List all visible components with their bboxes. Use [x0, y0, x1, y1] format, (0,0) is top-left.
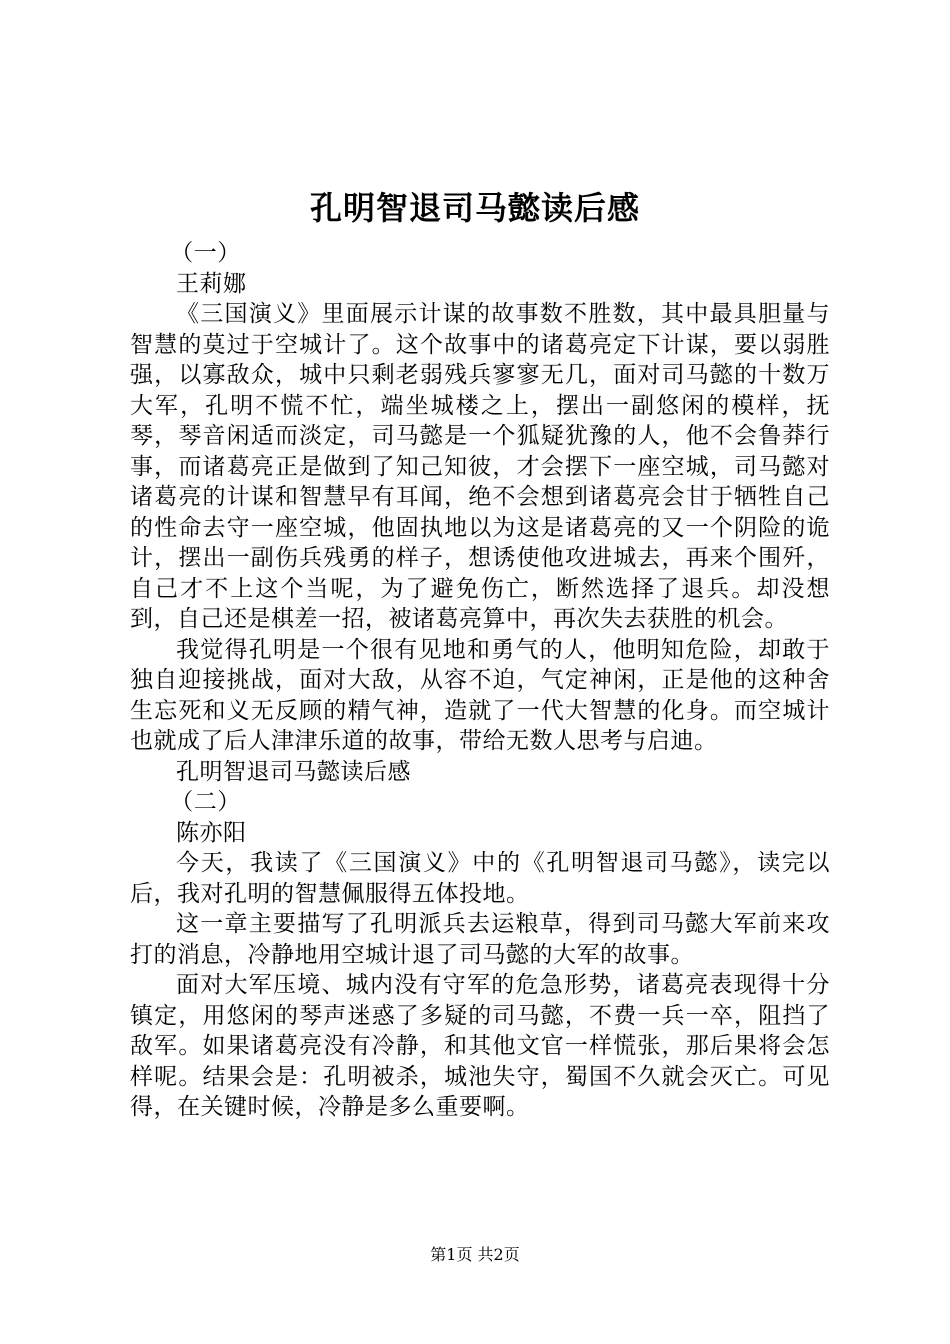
paragraph: 我觉得孔明是一个很有见地和勇气的人，他明知危险，却敢于独自迎接挑战，面对大敌，从容不迫，气定神闲，正是他的这种舍生忘死和义无反顾的精气神，造就了一代大智慧的化身。而空城计也就成了后人津津乐道的故事，带给无数人思考与启迪。	[130, 636, 830, 754]
section-number: （二）	[170, 789, 241, 815]
section-number: （一）	[170, 240, 241, 266]
author-name: 王莉娜	[176, 270, 247, 297]
document-body	[130, 238, 830, 1123]
paragraph: 这一章主要描写了孔明派兵去运粮草，得到司马懿大军前来攻打的消息，冷静地用空城计退了司马懿的大军的故事。	[130, 911, 830, 968]
section-title: 孔明智退司马懿读后感	[176, 758, 411, 785]
paragraph: 《三国演义》里面展示计谋的故事数不胜数，其中最具胆量与智慧的莫过于空城计了。这个故事中的诸葛亮定下计谋，要以弱胜强，以寡敌众，城中只剩老弱残兵寥寥无几，面对司马懿的十数万大军，孔明不慌不忙，端坐城楼之上，摆出一副悠闲的模样，抚琴，琴音闲适而淡定，司马懿是一个狐疑犹豫的人，他不会鲁莽行事，而诸葛亮正是做到了知己知彼，才会摆下一座空城，司马懿对诸葛亮的计谋和智慧早有耳闻，绝不会想到诸葛亮会甘于牺牲自己的性命去守一座空城，他固执地以为这是诸葛亮的又一个阴险的诡计，摆出一副伤兵残勇的样子，想诱使他攻进城去，再来个围歼，自己才不上这个当呢，为了避免伤亡，断然选择了退兵。却没想到，自己还是棋差一招，被诸葛亮算中，再次失去获胜的机会。	[130, 301, 830, 632]
page-footer: 第1页 共2页	[430, 1245, 520, 1264]
paragraph: 今天，我读了《三国演义》中的《孔明智退司马懿》，读完以后，我对孔明的智慧佩服得五体投地。	[130, 850, 830, 907]
document-title: 孔明智退司马懿读后感	[309, 189, 640, 227]
paragraph: 面对大军压境、城内没有守军的危急形势，诸葛亮表现得十分镇定，用悠闲的琴声迷惑了多疑的司马懿，不费一兵一卒，阻挡了敌军。如果诸葛亮没有冷静，和其他文官一样慌张，那后果将会怎样呢。结果会是：孔明被杀，城池失守，蜀国不久就会灭亡。可见得，在关键时候，冷静是多么重要啊。	[130, 972, 830, 1120]
author-name: 陈亦阳	[176, 819, 247, 846]
